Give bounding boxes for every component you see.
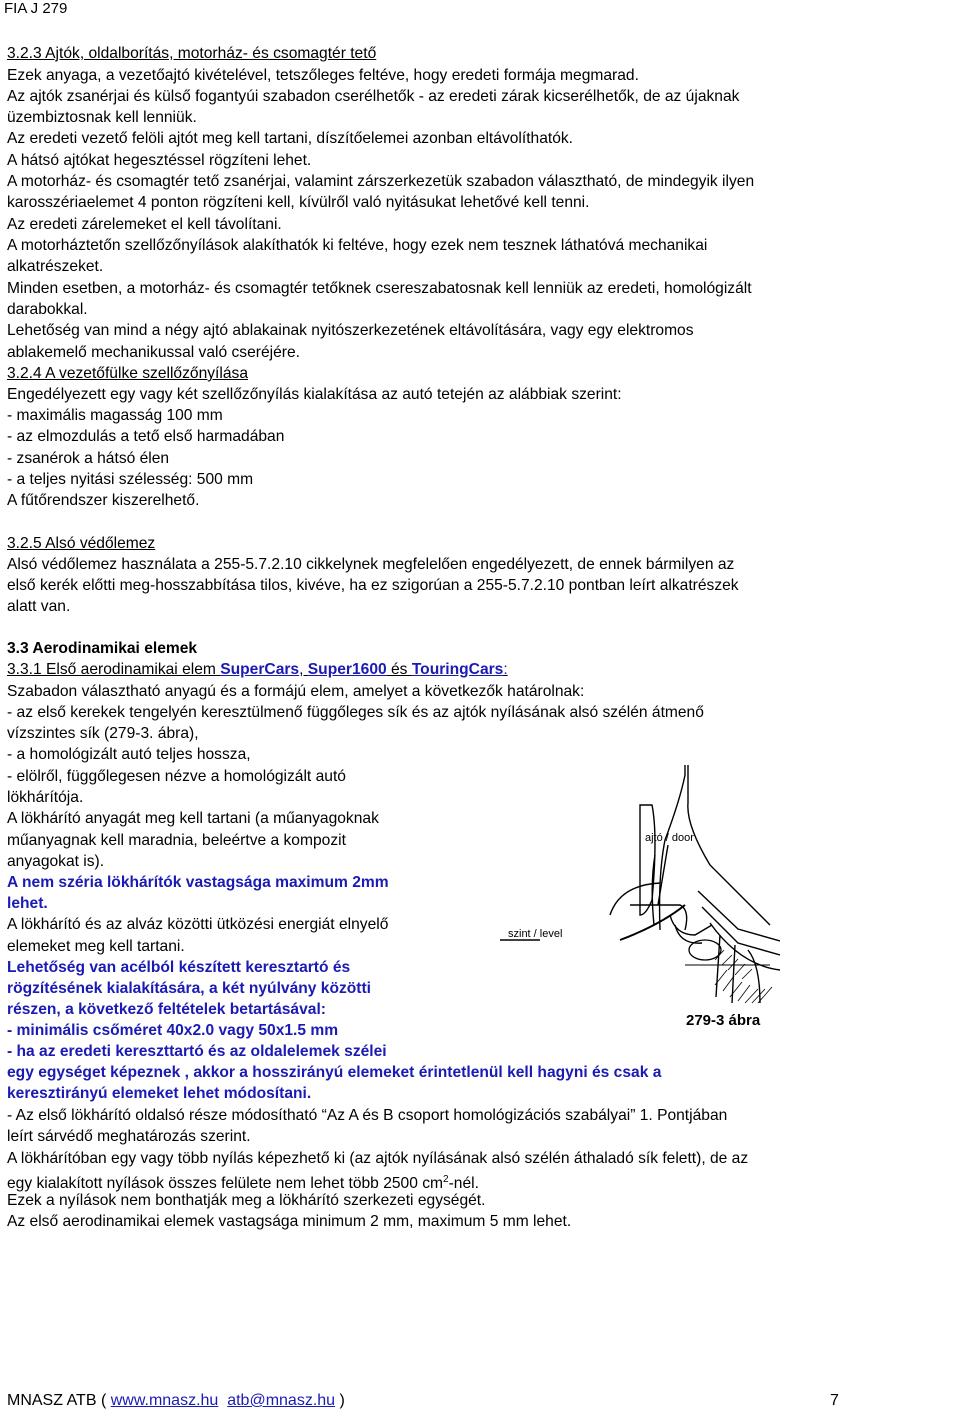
footer	[7, 1392, 345, 1410]
link-supercars[interactable]: SuperCars	[220, 661, 300, 678]
link-super1600[interactable]: Super1600	[307, 661, 387, 678]
paragraph-line: Szabadon választható anyagú és a formájú elem, amelyet a következők határolnak:	[7, 683, 585, 700]
highlight-line: részen, a következő feltételek betartásával:	[7, 1001, 326, 1018]
superscript: 2	[443, 1174, 449, 1185]
paragraph-line: első kerék előtti meg-hosszabbítása tilos, kivéve, ha ez szigorúan a 255-5.7.2.10 pontban leírt alkatrészek	[7, 577, 739, 594]
section-heading-3-2-4: 3.2.4 A vezetőfülke szellőzőnyílása	[7, 365, 248, 382]
paragraph-line: alatt van.	[7, 598, 71, 615]
figure-caption: 279-3 ábra	[686, 1012, 761, 1029]
level-label: szint / level	[508, 928, 563, 940]
paragraph-line: A lökhárító anyagát meg kell tartani (a műanyagoknak	[7, 810, 379, 827]
paragraph-line: ablakemelő mechanikussal való cseréjére.	[7, 344, 300, 361]
paragraph-line: Ezek a nyílások nem bonthatják meg a lökhárító szerkezeti egységét.	[7, 1192, 486, 1209]
highlight-line: egy egységet képeznek , akkor a hosszirányú elemeket érintetlenül kell hagyni és csak a	[7, 1064, 662, 1081]
section-heading-3-3: 3.3 Aerodinamikai elemek	[7, 640, 198, 657]
paragraph-line: A fűtőrendszer kiszerelhető.	[7, 492, 200, 509]
footer-link-email[interactable]: atb@mnasz.hu	[227, 1392, 336, 1409]
paragraph-line: leírt sárvédő meghatározás szerint.	[7, 1128, 251, 1145]
document-header: FIA J 279	[4, 0, 68, 17]
paragraph-line: - elölről, függőlegesen nézve a homológizált autó	[7, 768, 346, 785]
section-heading-3-2-3: 3.2.3 Ajtók, oldalborítás, motorház- és csomagtér tető	[7, 45, 377, 62]
paragraph-line: - Az első lökhárító oldalsó része módosítható “Az A és B csoport homológizációs szabályai” 1. Pontjában	[7, 1107, 728, 1124]
paragraph-line	[7, 1171, 479, 1193]
paragraph-line: Az első aerodinamikai elemek vastagsága minimum 2 mm, maximum 5 mm lehet.	[7, 1213, 572, 1230]
paragraph-line: darabokkal.	[7, 301, 88, 318]
footer-text-end: )	[335, 1392, 345, 1409]
paragraph-line: karosszériaelemet 4 ponton rögzíteni kell, kívülről való nyitásukat lehetővé kell tenni.	[7, 194, 590, 211]
list-item: - zsanérok a hátsó élen	[7, 450, 170, 467]
highlight-line: Lehetőség van acélból készített keresztartó és	[7, 959, 351, 976]
section-heading-3-3-1	[7, 661, 508, 679]
paragraph-line: vízszintes sík (279-3. ábra),	[7, 725, 199, 742]
highlight-line: rögzítésének kialakítására, a két nyúlvány közötti	[7, 980, 372, 997]
paragraph-line: Alsó védőlemez használata a 255-5.7.2.10 cikkelynek megfelelően engedélyezett, de ennek bármilyen az	[7, 556, 735, 573]
area-text-end: -nél.	[448, 1175, 479, 1193]
highlight-line: keresztirányú elemeket lehet módosítani.	[7, 1085, 312, 1102]
area-text: egy kialakított nyílások összes felülete nem lehet több 2500 cm	[7, 1175, 444, 1193]
paragraph-line: A motorház- és csomagtér tető zsanérjai, valamint zárszerkezetük szabadon választható, de mindegyik ilyen	[7, 173, 755, 190]
paragraph-line: A lökhárító és az alváz közötti ütközési energiát elnyelő	[7, 916, 389, 933]
heading-text: 3.3.1 Első aerodinamikai elem	[7, 661, 221, 678]
paragraph-line: alkatrészeket.	[7, 258, 104, 275]
list-item: - a teljes nyitási szélesség: 500 mm	[7, 471, 254, 488]
highlight-line: A nem széria lökhárítók vastagsága maximum 2mm	[7, 874, 389, 891]
door-label: ajtó / door	[645, 832, 694, 844]
paragraph-line: üzembiztosnak kell lenniük.	[7, 109, 197, 126]
paragraph-line: Az eredeti zárelemeket el kell távolítani.	[7, 216, 282, 233]
heading-separator: ,	[299, 661, 308, 678]
section-heading-3-2-5: 3.2.5 Alsó védőlemez	[7, 535, 156, 552]
list-item: - az elmozdulás a tető első harmadában	[7, 428, 285, 445]
paragraph-line: műanyagnak kell maradnia, beleértve a kompozit	[7, 832, 346, 849]
paragraph-line: Lehetőség van mind a négy ajtó ablakainak nyitószerkezetének eltávolítására, vagy egy elektromos	[7, 322, 694, 339]
highlight-line: lehet.	[7, 895, 48, 912]
paragraph-line: Ezek anyaga, a vezetőajtó kivételével, tetszőleges feltéve, hogy eredeti formája megmarad.	[7, 67, 639, 84]
link-touringcars[interactable]: TouringCars	[411, 661, 504, 678]
paragraph-line: A motorháztetőn szellőzőnyílások alakíthatók ki feltéve, hogy ezek nem tesznek láthatóvá mechanikai	[7, 237, 708, 254]
list-item: - maximális magasság 100 mm	[7, 407, 223, 424]
paragraph-line: Engedélyezett egy vagy két szellőzőnyílás kialakítása az autó tetején az alábbiak szerint:	[7, 386, 622, 403]
paragraph-line: Az ajtók zsanérjai és külső fogantyúi szabadon cserélhetők - az eredeti zárak kicserélhetők, de az újaknak	[7, 88, 740, 105]
highlight-line: - minimális csőméret 40x2.0 vagy 50x1.5 mm	[7, 1022, 339, 1039]
paragraph-line: Az eredeti vezető felöli ajtót meg kell tartani, díszítőelemei azonban eltávolíthatók.	[7, 130, 574, 147]
paragraph-line: A hátsó ajtókat hegesztéssel rögzíteni lehet.	[7, 152, 312, 169]
footer-link-website[interactable]: www.mnasz.hu	[110, 1392, 219, 1409]
car-front-diagram	[480, 765, 780, 1005]
page-number: 7	[830, 1392, 839, 1409]
paragraph-line: elemeket meg kell tartani.	[7, 938, 185, 955]
paragraph-line: anyagokat is).	[7, 853, 105, 870]
paragraph-line: A lökhárítóban egy vagy több nyílás képezhető ki (az ajtók nyílásának alsó szélén áthaladó sík felett), de az	[7, 1150, 749, 1167]
footer-text: MNASZ ATB (	[7, 1392, 111, 1409]
paragraph-line: lökhárítója.	[7, 789, 84, 806]
paragraph-line: Minden esetben, a motorház- és csomagtér tetőknek csereszabatosnak kell lenniük az eredeti, homológizált	[7, 280, 752, 297]
heading-colon: :	[503, 661, 508, 678]
paragraph-line: - a homológizált autó teljes hossza,	[7, 746, 251, 763]
heading-separator: és	[386, 661, 412, 678]
highlight-line: - ha az eredeti kereszttartó és az oldalelemek szélei	[7, 1043, 387, 1060]
paragraph-line: - az első kerekek tengelyén keresztülmenő függőleges sík és az ajtók nyílásának alsó szélén átmenő	[7, 704, 704, 721]
